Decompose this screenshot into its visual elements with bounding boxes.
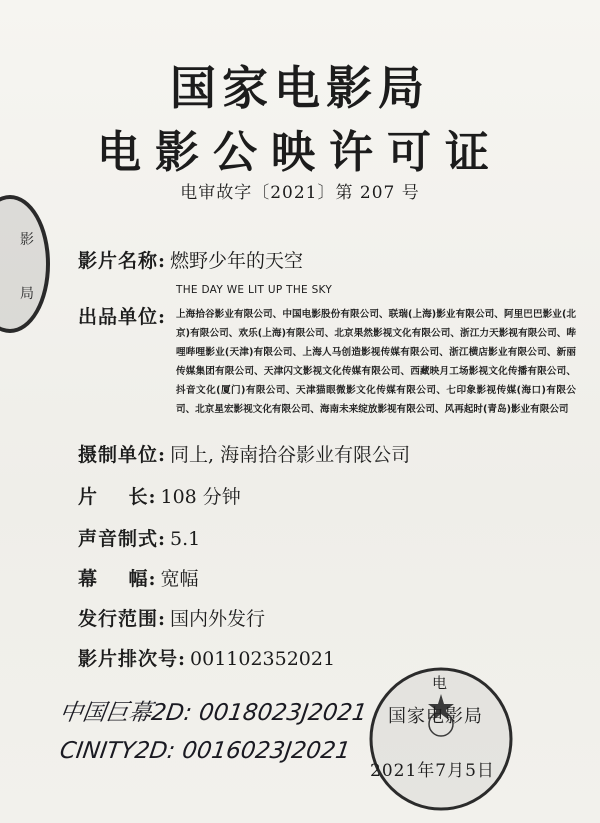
producers-row [78, 302, 166, 329]
seal-name: 国家电影局 [388, 706, 483, 727]
document-number: 电审故字〔2021〕第 207 号 [180, 183, 420, 203]
length-row [78, 482, 241, 509]
seal-char: 局 [20, 286, 34, 302]
production-label: 摄制单位: [78, 444, 167, 466]
agency-title: 国家电影局 [170, 61, 430, 115]
screen-row [78, 564, 199, 591]
partial-seal-left [0, 195, 50, 333]
batch-value: 001102352021 [190, 648, 336, 670]
length-value: 108 分钟 [160, 486, 241, 508]
seal-char: 影 [20, 232, 34, 248]
batch-label: 影片排次号: [78, 648, 187, 670]
production-value: 同上, 海南拾谷影业有限公司 [170, 444, 411, 466]
release-value: 国内外发行 [170, 608, 266, 630]
screen-value: 宽幅 [160, 568, 199, 590]
sound-row [78, 524, 200, 551]
handwritten-line-2: CINITY2D: 0016023J2021 [58, 738, 352, 764]
seal-top-char: 电 [432, 674, 448, 692]
film-title-row [78, 246, 303, 273]
film-title-english: THE DAY WE LIT UP THE SKY [176, 284, 333, 296]
film-title-value: 燃野少年的天空 [170, 250, 304, 272]
certificate-title: 电影公映许可证 [97, 127, 503, 178]
sound-value: 5.1 [170, 528, 201, 550]
production-row [78, 440, 410, 467]
seal-date: 2021年7月5日 [370, 761, 495, 781]
sound-label: 声音制式: [78, 528, 167, 550]
producers-value: 上海拾谷影业有限公司、中国电影股份有限公司、联瑞(上海)影业有限公司、阿里巴巴影业(北京)有限公司、欢乐(上海)有限公司、北京果然影视文化有限公司、浙江力天影视有限公司、哔哩哔哩影业(天津)有限公司、上海人马创造影视传媒有限公司、浙江横店影业有限公司、新丽传媒集团有限公司、天津闪文影视文化传媒有限公司、西藏映月工场影视文化传播有限公司、抖音文化(厦门)有限公司、天津猫眼微影文化传媒有限公司、七印象影视传媒(海口)有限公司、北京星宏影视文化有限公司、海南未来绽放影视有限公司、风再起时(青岛)影业有限公司 [176, 309, 576, 415]
handwritten-line-1: 中国巨幕2D: 0018023J2021 [57, 700, 369, 726]
release-label: 发行范围: [78, 608, 167, 630]
screen-label: 幕 幅: [78, 568, 157, 590]
batch-row [78, 644, 335, 671]
release-row [78, 604, 265, 631]
length-label: 片 长: [78, 486, 157, 508]
producers-label: 出品单位: [78, 306, 167, 328]
film-title-label: 影片名称: [78, 250, 167, 272]
